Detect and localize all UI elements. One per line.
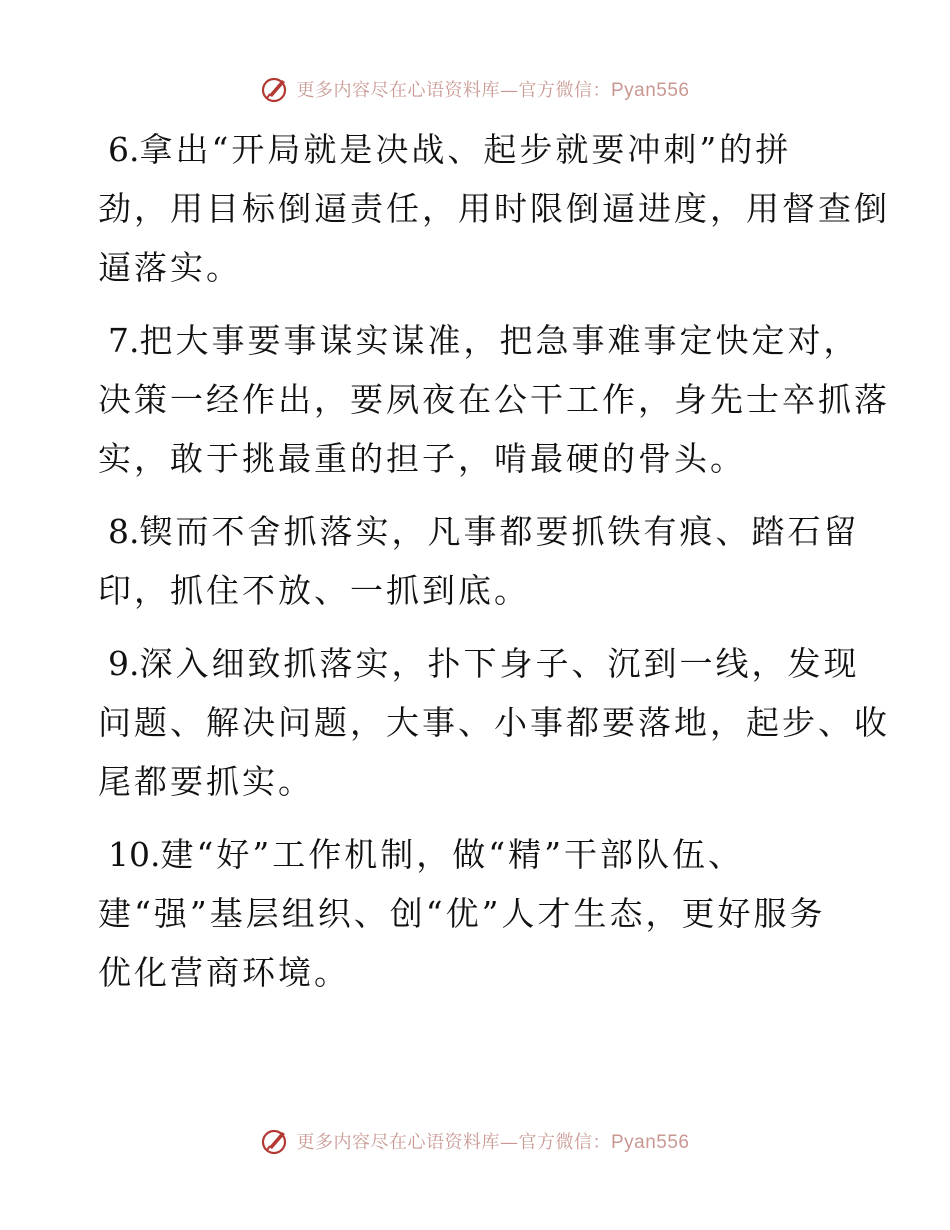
paragraph-7 bbox=[98, 311, 890, 488]
quill-logo-icon bbox=[260, 1126, 290, 1156]
paragraph-8 bbox=[98, 502, 860, 620]
paragraph-line bbox=[98, 120, 850, 179]
watermark-label: 更多内容尽在心语资料库—官方微信： bbox=[296, 80, 611, 101]
line-text: 建“好”工作机制，做“精”干部队伍、 bbox=[160, 835, 744, 874]
paragraph-6 bbox=[98, 120, 890, 297]
paragraph-10 bbox=[98, 825, 850, 1002]
watermark-text bbox=[296, 1128, 689, 1154]
paragraph-number: 10. bbox=[108, 835, 161, 874]
paragraph-line bbox=[98, 311, 860, 370]
paragraph-number: 9. bbox=[108, 644, 140, 683]
paragraph-line: 建“强”基层组织、创“优”人才生态，更好服务 bbox=[98, 894, 826, 933]
watermark-handle: Pyan556 bbox=[610, 80, 690, 101]
paragraph-line: 优化营商环境。 bbox=[98, 953, 350, 992]
line-text: 锲而不舍抓落实，凡事都要抓铁有痕、踏石留 bbox=[139, 512, 860, 551]
paragraph-line bbox=[98, 502, 860, 561]
quill-logo-icon bbox=[260, 74, 290, 104]
paragraph-number: 7. bbox=[108, 321, 140, 360]
paragraph-number: 8. bbox=[108, 512, 140, 551]
paragraph-line: 劲，用目标倒逼责任，用时限倒逼进度，用督查倒 bbox=[98, 189, 890, 228]
document-body bbox=[98, 120, 890, 1016]
line-text: 深入细致抓落实，扑下身子、沉到一线，发现 bbox=[139, 644, 860, 683]
paragraph-line bbox=[98, 825, 850, 884]
paragraph-number: 6. bbox=[108, 130, 140, 169]
paragraph-9 bbox=[98, 634, 890, 811]
paragraph-line: 问题、解决问题，大事、小事都要落地，起步、收 bbox=[98, 703, 890, 742]
paragraph-line: 尾都要抓实。 bbox=[98, 762, 314, 801]
paragraph-line: 实，敢于挑最重的担子，啃最硬的骨头。 bbox=[98, 439, 746, 478]
paragraph-line: 印，抓住不放、一抓到底。 bbox=[98, 571, 530, 610]
watermark-handle: Pyan556 bbox=[610, 1132, 690, 1153]
footer-watermark bbox=[0, 1124, 950, 1158]
watermark-label: 更多内容尽在心语资料库—官方微信： bbox=[296, 1132, 611, 1153]
paragraph-line: 逼落实。 bbox=[98, 248, 242, 287]
watermark-text bbox=[296, 76, 689, 102]
paragraph-line: 决策一经作出，要夙夜在公干工作，身先士卒抓落 bbox=[98, 380, 890, 419]
header-watermark bbox=[0, 72, 950, 106]
paragraph-line bbox=[98, 634, 860, 693]
line-text: 拿出“开局就是决战、起步就要冲刺”的拼 bbox=[139, 130, 792, 169]
line-text: 把大事要事谋实谋准，把急事难事定快定对， bbox=[139, 321, 860, 360]
